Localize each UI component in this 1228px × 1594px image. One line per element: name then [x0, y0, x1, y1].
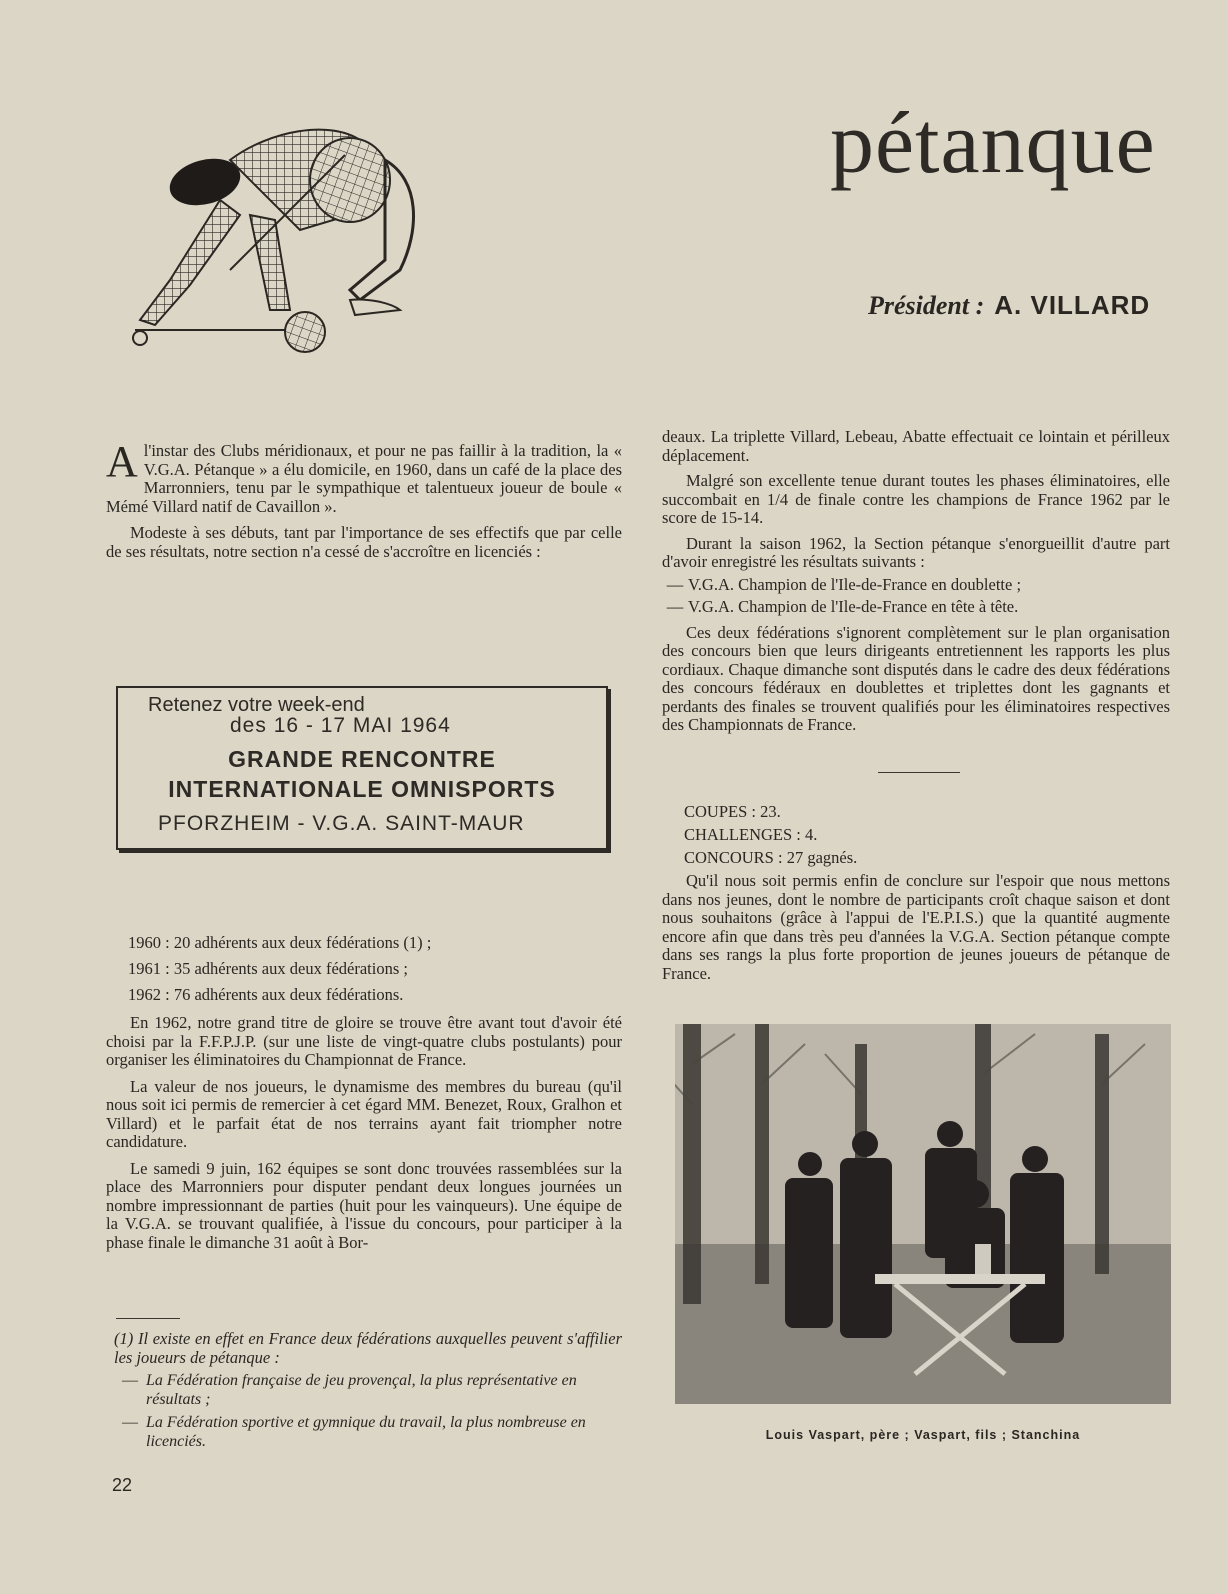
president-line	[868, 290, 1150, 321]
right-body	[662, 428, 1170, 742]
page-title: pétanque	[830, 95, 1156, 192]
footnote-divider	[116, 1318, 180, 1319]
dropcap: A	[106, 437, 138, 486]
body-paragraph: deaux. La triplette Villard, Lebeau, Abatte effectuait ce lointain et périlleux déplacement.	[662, 427, 1170, 465]
page-number: 22	[112, 1475, 133, 1495]
footnote-intro: (1) Il existe en effet en France deux fédérations auxquelles peuvent s'affilier les joueurs de pétanque :	[114, 1329, 622, 1367]
footnote-item: — La Fédération française de jeu provençal, la plus représentative en résultats ;	[122, 1372, 577, 1408]
list-item: 1961 : 35 adhérents aux deux fédérations ;	[128, 959, 408, 978]
announcement-box	[116, 686, 608, 850]
intro-section	[106, 437, 622, 561]
section-divider	[878, 772, 960, 773]
trophy-counts	[684, 800, 857, 869]
announcement-headline-1: GRANDE RENCONTRE	[228, 746, 496, 772]
body-paragraph: Ces deux fédérations s'ignorent complètement sur le plan organisation des concours bien que leurs dirigeants entretiennent les rapports les plus cordiaux. Chaque dimanche sont disputés dans le cadre des deux fédérations des concours fédéraux en doublettes et triplettes dont les gagnants et perdants des finales se trouvent qualifiés pour les éliminatoires respectives des Championnats de France.	[662, 622, 1170, 734]
body-paragraph: Durant la saison 1962, la Section pétanque s'enorgueillit d'autre part d'avoir enregistré les résultats suivants :	[662, 533, 1170, 571]
team-photo	[675, 1024, 1171, 1404]
count-concours: CONCOURS : 27 gagnés.	[684, 848, 858, 867]
count-challenges: CHALLENGES : 4.	[684, 825, 818, 844]
petanque-player-icon	[100, 120, 430, 365]
president-name: A. VILLARD	[994, 290, 1151, 320]
footnote	[114, 1330, 622, 1451]
body-paragraph: Malgré son excellente tenue durant toutes les phases éliminatoires, elle succombait en 1/4 de finale contre les champions de France 1962 par le score de 15-14.	[662, 471, 1170, 527]
intro-paragraph-1: Al'instar des Clubs méridionaux, et pour ne pas faillir à la tradition, la « V.G.A. Pétanque » a élu domicile, en 1960, dans un café de la place des Marronniers, tenu par le sympathique et talentueux joueur de boule « Mémé Villard natif de Cavaillon ».	[106, 437, 622, 516]
photo-caption: Louis Vaspart, père ; Vaspart, fils ; Stanchina	[765, 1428, 1081, 1442]
announcement-headline-2: INTERNATIONALE OMNISPORTS	[168, 776, 556, 802]
results-list	[662, 574, 1170, 618]
announcement-teams: PFORZHEIM - V.G.A. SAINT-MAUR	[158, 812, 525, 835]
list-item: 1960 : 20 adhérents aux deux fédérations (1) ;	[128, 933, 432, 952]
body-paragraph: En 1962, notre grand titre de gloire se trouve être avant tout d'avoir été choisi par la F.F.P.J.P. (sur une liste de vingt-quatre clubs postulants) pour organiser les éliminatoires du Championnat de France.	[106, 1013, 622, 1069]
president-label: Président :	[868, 291, 985, 320]
count-coupes: COUPES : 23.	[684, 802, 781, 821]
closing-paragraph: Qu'il nous soit permis enfin de conclure sur l'espoir que nous mettons dans nos jeunes, dont le nombre de participants croît chaque saison et dont nous souhaitons (grâce à l'appui de l'E.P.I.S.) que la quantité augmente encore afin que dans très peu d'années la V.G.A. Section pétanque compte dans ses rangs la plus forte proportion de jeunes joueurs de pétanque de France.	[662, 871, 1170, 983]
footnote-item: — La Fédération sportive et gymnique du travail, la plus nombreuse en licenciés.	[122, 1414, 586, 1450]
list-item: — V.G.A. Champion de l'Ile-de-France en tête à tête.	[666, 596, 1019, 616]
body-paragraph: La valeur de nos joueurs, le dynamisme des membres du bureau (qu'il nous soit ici permis de remercier à cet égard MM. Benezet, Roux, Gralhon et Villard) et le parfait état de nos terrains ayant fait triompher notre candidature.	[106, 1076, 622, 1151]
announcement-dates: des 16 - 17 MAI 1964	[230, 714, 451, 737]
closing-section	[662, 872, 1170, 983]
body-paragraph: Le samedi 9 juin, 162 équipes se sont donc trouvées rassemblées sur la place des Marronniers pour disputer pendant deux longues journées un nombre impressionnant de parties (huit pour les vainqueurs). Une équipe de la V.G.A. se trouvant qualifiée, à l'issue du concours, pour participer à la phase finale le dimanche 31 août à Bor-	[106, 1158, 622, 1252]
list-item: 1962 : 76 adhérents aux deux fédérations.	[128, 985, 404, 1004]
list-item: — V.G.A. Champion de l'Ile-de-France en doublette ;	[666, 574, 1022, 594]
members-list	[128, 930, 431, 1008]
left-body	[106, 1014, 622, 1252]
announcement-line-1: Retenez votre week-end	[148, 694, 365, 716]
intro-paragraph-2: Modeste à ses débuts, tant par l'importance de ses effectifs que par celle de ses résultats, notre section n'a cessé de s'accroître en licenciés :	[106, 523, 622, 561]
